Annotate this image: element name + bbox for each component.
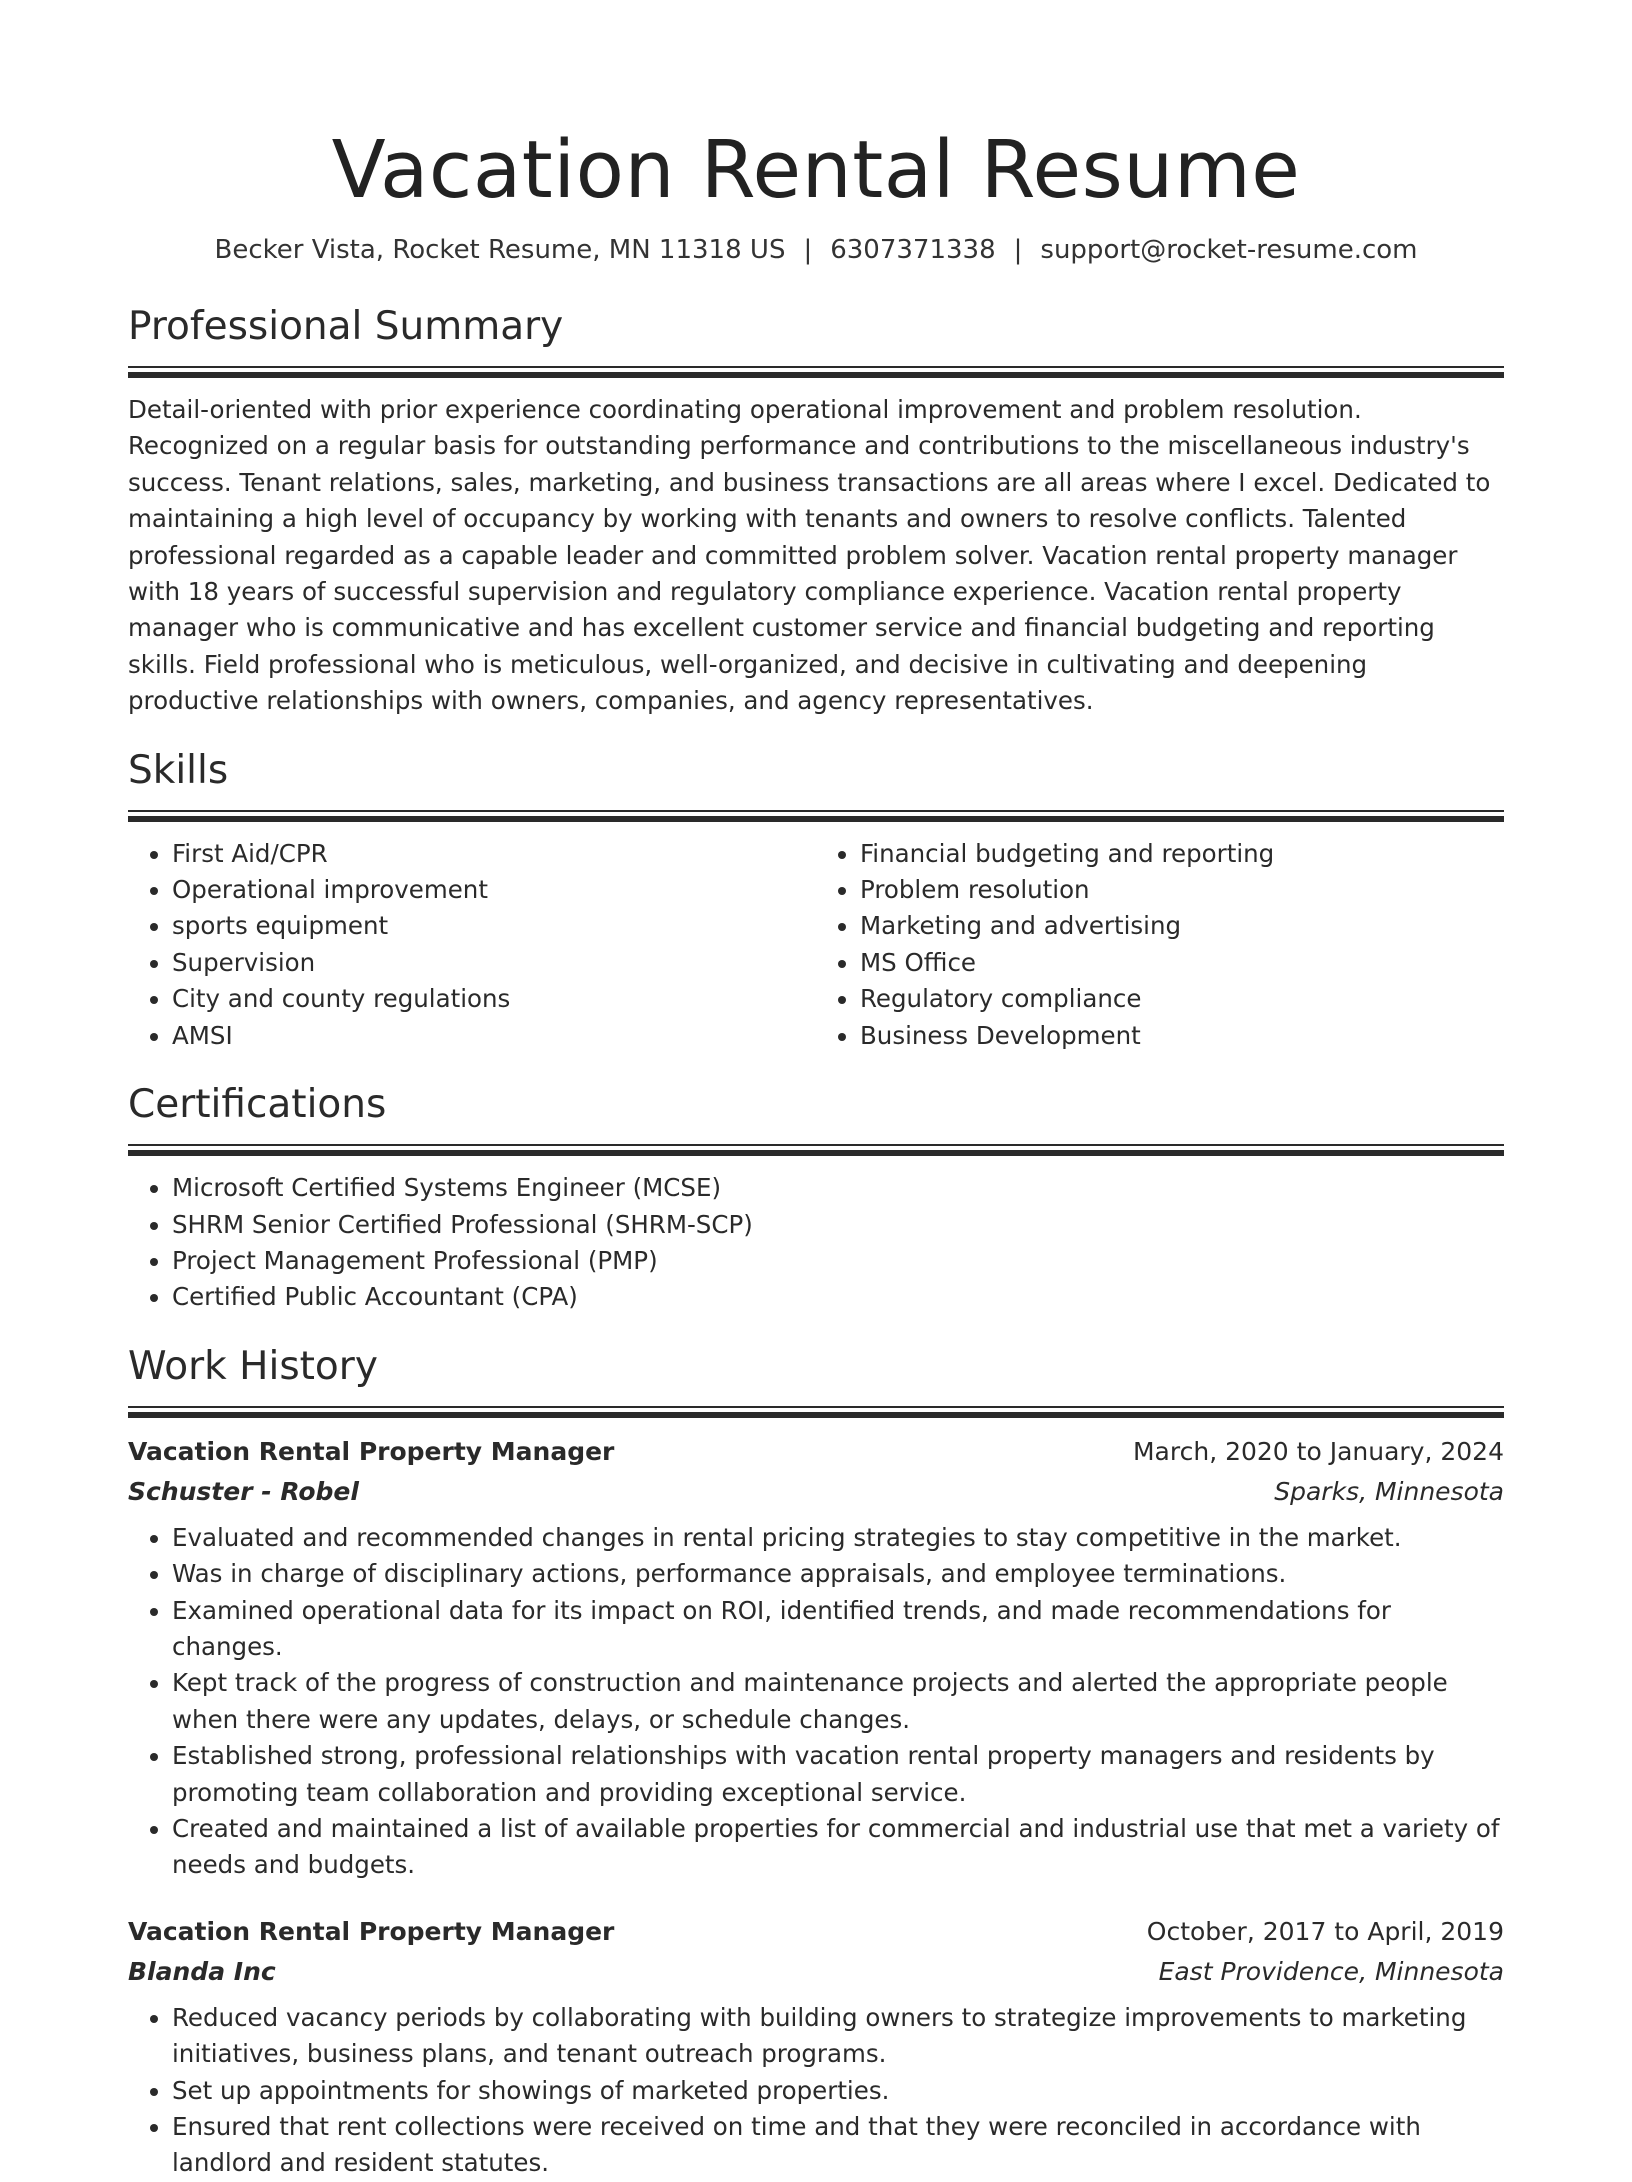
contact-line: [128, 232, 1504, 268]
certifications-list: [128, 1170, 1504, 1316]
separator: |: [803, 235, 813, 265]
section-title: Certifications: [128, 1082, 387, 1128]
duty-item: • Examined operational data for its impact on ROI, identified trends, and made recommendations for changes.: [172, 1593, 1504, 1666]
certification-item: • Certified Public Accountant (CPA): [172, 1279, 1504, 1315]
job-dates: October, 2017 to April, 2019: [1146, 1916, 1504, 1946]
duty-item: • Reduced vacancy periods by collaborating with building owners to strategize improvements to marketing initiatives, business plans, and tenant outreach programs.: [172, 2000, 1504, 2073]
section-divider: [128, 366, 1504, 378]
skill-item: • First Aid/CPR: [172, 836, 816, 872]
certification-item: • SHRM Senior Certified Professional (SHRM-SCP): [172, 1207, 1504, 1243]
summary-text: Detail-oriented with prior experience coordinating operational improvement and problem resolution. Recognized on a regular basis for outstanding performance and contributions to the miscellaneous industry's success. Tenant relations, sales, marketing, and business transactions are all areas where I excel. Dedicated to maintaining a high level of occupancy by working with tenants and owners to resolve conflicts. Talented professional regarded as a capable leader and committed problem solver. Vacation rental property manager with 18 years of successful supervision and regulatory compliance experience. Vacation rental property manager who is communicative and has excellent customer service and financial budgeting and reporting skills. Field professional who is meticulous, well-organized, and decisive in cultivating and deepening productive relationships with owners, companies, and agency representatives.: [128, 395, 1491, 716]
section-title: Skills: [128, 747, 229, 793]
skill-item: • sports equipment: [172, 908, 816, 944]
job-company: Blanda Inc: [128, 1956, 276, 1986]
job-company: Schuster - Robel: [128, 1476, 359, 1506]
duty-item: • Established strong, professional relationships with vacation rental property managers and residents by promoting team collaboration and providing exceptional service.: [172, 1738, 1504, 1811]
job-entry: [128, 1912, 1504, 2182]
skill-item: • AMSI: [172, 1018, 816, 1054]
skill-item: • Regulatory compliance: [860, 981, 1504, 1017]
skill-item: • Marketing and advertising: [860, 908, 1504, 944]
certification-item: • Microsoft Certified Systems Engineer (MCSE): [172, 1170, 1504, 1206]
job-title: Vacation Rental Property Manager: [128, 1436, 615, 1466]
skill-item: • Supervision: [172, 945, 816, 981]
phone: 6307371338: [830, 235, 996, 265]
section-title: Work History: [128, 1343, 378, 1389]
skill-item: • Problem resolution: [860, 872, 1504, 908]
duty-item: • Created and maintained a list of available properties for commercial and industrial use that met a variety of needs and budgets.: [172, 1811, 1504, 1884]
certifications-section: [128, 1080, 1504, 1316]
skills-list-left: [128, 836, 816, 1054]
job-duties: [128, 1520, 1504, 1884]
duty-item: • Set up appointments for showings of marketed properties.: [172, 2073, 1504, 2109]
skills-list-right: [816, 836, 1504, 1054]
job-title: Vacation Rental Property Manager: [128, 1916, 615, 1946]
address: Becker Vista, Rocket Resume, MN 11318 US: [214, 235, 786, 265]
section-divider: [128, 810, 1504, 822]
skills-columns: [128, 836, 1504, 1054]
skill-item: • Financial budgeting and reporting: [860, 836, 1504, 872]
skills-section: [128, 746, 1504, 1054]
section-title: Professional Summary: [128, 304, 564, 349]
email: support@rocket-resume.com: [1040, 235, 1418, 265]
work-history-section: [128, 1342, 1504, 2182]
summary-section: [128, 302, 1504, 720]
resume-title: Vacation Rental Resume: [331, 124, 1301, 216]
job-entry: [128, 1432, 1504, 1884]
duty-item: • Was in charge of disciplinary actions, performance appraisals, and employee terminations.: [172, 1556, 1504, 1592]
separator: |: [1013, 235, 1023, 265]
skill-item: • City and county regulations: [172, 981, 816, 1017]
duty-item: • Evaluated and recommended changes in rental pricing strategies to stay competitive in the market.: [172, 1520, 1504, 1556]
section-divider: [128, 1144, 1504, 1156]
skill-item: • Business Development: [860, 1018, 1504, 1054]
section-divider: [128, 1406, 1504, 1418]
skill-item: • Operational improvement: [172, 872, 816, 908]
job-location: Sparks, Minnesota: [1274, 1476, 1504, 1506]
certification-item: • Project Management Professional (PMP): [172, 1243, 1504, 1279]
duty-item: • Kept track of the progress of construction and maintenance projects and alerted the appropriate people when there were any updates, delays, or schedule changes.: [172, 1665, 1504, 1738]
job-dates: March, 2020 to January, 2024: [1132, 1436, 1504, 1466]
duty-item: • Ensured that rent collections were received on time and that they were reconciled in accordance with landlord and resident statutes.: [172, 2109, 1504, 2182]
job-location: East Providence, Minnesota: [1158, 1956, 1504, 1986]
job-duties: [128, 2000, 1504, 2182]
skill-item: • MS Office: [860, 945, 1504, 981]
